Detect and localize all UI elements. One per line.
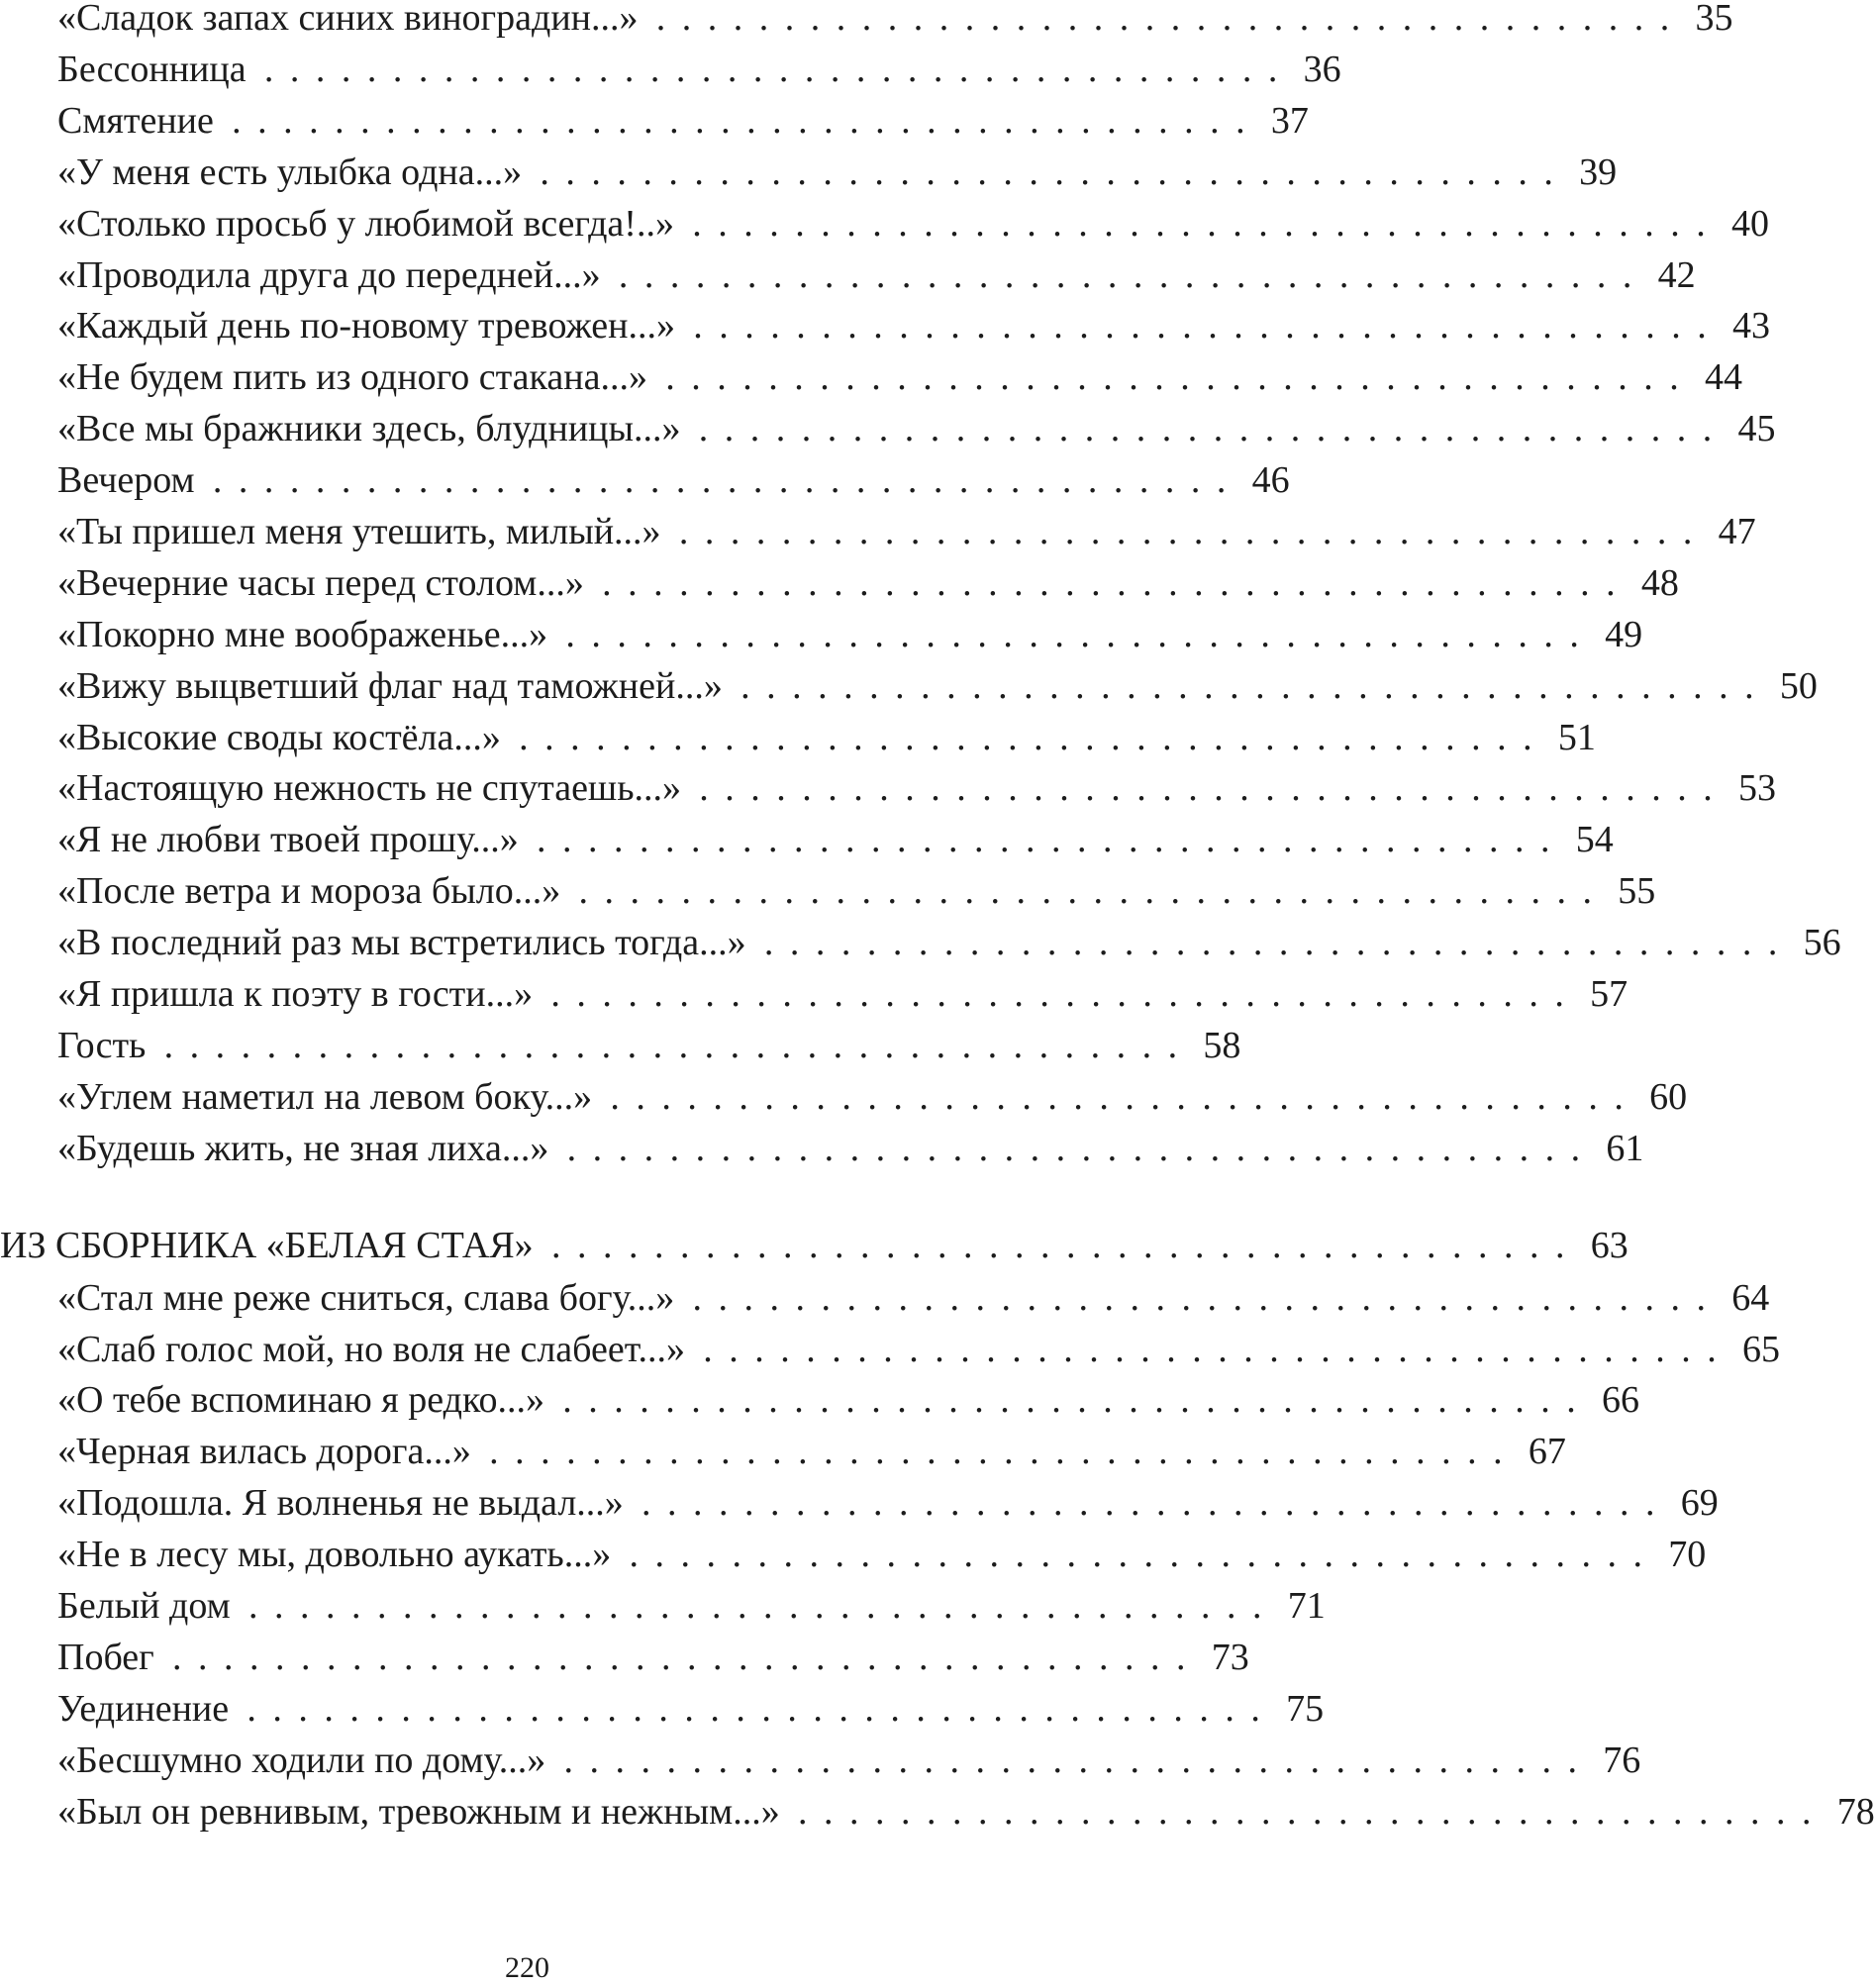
toc-entry-title: «Проводила друга до передней...» [57, 254, 601, 296]
toc-entry [57, 1020, 1241, 1071]
dot-leader: ........................................ [247, 1585, 1262, 1627]
toc-entry-title: Уединение [57, 1688, 230, 1730]
toc-entry-page: 61 [1606, 1128, 1644, 1169]
toc-entry [57, 0, 1733, 44]
toc-entry-title: Смятение [57, 100, 214, 142]
dot-leader: ........................................ [698, 408, 1713, 449]
toc-entry-page: 36 [1303, 49, 1341, 90]
dot-leader: ........................................ [565, 614, 1579, 655]
toc-entry [57, 198, 1769, 249]
toc-entry [57, 712, 1596, 763]
toc-entry-page: 75 [1286, 1688, 1325, 1730]
toc-entry [57, 814, 1614, 865]
dot-leader: ........................................ [163, 1025, 1178, 1066]
toc-entry-title: «Не будем пить из одного стакана...» [57, 356, 647, 398]
toc-entry-title: «Не в лесу мы, довольно аукать...» [57, 1534, 612, 1575]
toc-entry [57, 403, 1776, 454]
toc-entry-page: 65 [1741, 1329, 1780, 1370]
dot-leader: ........................................ [578, 870, 1592, 912]
toc-entry [57, 300, 1770, 351]
toc-entry-title: Белый дом [57, 1585, 231, 1627]
toc-entry-page: 45 [1737, 408, 1776, 449]
dot-leader: ........................................ [699, 767, 1713, 809]
toc-entry [57, 95, 1309, 147]
toc-entry [57, 865, 1656, 917]
toc-entry [57, 1123, 1644, 1174]
toc-entry [57, 917, 1841, 968]
toc-entry-page: 53 [1738, 767, 1777, 809]
toc-entry-title: Бессонница [57, 49, 247, 90]
dot-leader: ........................................ [232, 100, 1245, 142]
dot-leader: ........................................ [519, 717, 1532, 758]
dot-leader: ........................................ [629, 1534, 1643, 1575]
toc-entry [57, 1735, 1641, 1786]
toc-entry-page: 64 [1731, 1277, 1770, 1319]
toc-entry-page: 67 [1528, 1431, 1566, 1472]
toc-entry [57, 1374, 1639, 1426]
toc-entry [57, 147, 1618, 198]
toc-entry-page: 60 [1649, 1076, 1688, 1118]
dot-leader: ........................................ [171, 1637, 1186, 1678]
dot-leader: ........................................ [550, 973, 1564, 1015]
dot-leader: ........................................ [566, 1128, 1581, 1169]
toc-entry-page: 63 [1590, 1225, 1628, 1266]
dot-leader: ........................................ [540, 151, 1553, 193]
dot-leader: ........................................ [692, 203, 1706, 245]
dot-leader: ........................................ [692, 1277, 1707, 1319]
toc-entry [57, 1529, 1707, 1580]
toc-entry-title: «Покорно мне воображенье...» [57, 614, 548, 655]
dot-leader: ........................................ [563, 1740, 1578, 1781]
toc-entry [57, 454, 1290, 506]
toc-entry [57, 660, 1818, 712]
toc-entry-title: «Подошла. Я волненья не выдал...» [57, 1482, 624, 1524]
toc-entry [57, 506, 1756, 557]
toc-entry-title: «Будешь жить, не зная лиха...» [57, 1128, 549, 1169]
toc-entry-page: 47 [1718, 511, 1756, 552]
toc-entry-page: 70 [1668, 1534, 1707, 1575]
toc-entry-title: Побег [57, 1637, 154, 1678]
toc-entry-title: «Ты пришел меня утешить, милый...» [57, 511, 661, 552]
toc-entry [57, 762, 1777, 814]
toc-entry [57, 1426, 1566, 1477]
dot-leader: ........................................ [763, 922, 1778, 963]
toc-entry-page: 71 [1287, 1585, 1326, 1627]
dot-leader: ........................................ [678, 511, 1693, 552]
toc-entry-title: «Сладок запах синих виноградин...» [57, 0, 639, 39]
toc-entry [57, 1786, 1875, 1838]
toc-entry-page: 37 [1270, 100, 1309, 142]
toc-entry-title: «Столько просьб у любимой всегда!..» [57, 203, 674, 245]
dot-leader: ........................................ [618, 254, 1632, 296]
toc-section-heading [0, 1220, 1628, 1271]
toc-entry-title: Гость [57, 1025, 147, 1066]
dot-leader: ........................................ [489, 1431, 1503, 1472]
toc-entry-page: 69 [1680, 1482, 1719, 1524]
toc-entry-title: «Был он ревнивым, тревожным и нежным...» [57, 1791, 780, 1833]
toc-entry-title: «Я не любви твоей прошу...» [57, 819, 519, 860]
dot-leader: ........................................ [703, 1329, 1717, 1370]
toc-entry-page: 57 [1590, 973, 1628, 1015]
dot-leader: ........................................ [610, 1076, 1624, 1118]
toc-entry-page: 39 [1579, 151, 1618, 193]
dot-leader: ........................................ [537, 819, 1550, 860]
toc-entry-title: «Настоящую нежность не спутаешь...» [57, 767, 682, 809]
dot-leader: ........................................ [550, 1225, 1565, 1266]
page-number: 220 [505, 1951, 549, 1984]
toc-entry-page: 66 [1602, 1379, 1639, 1421]
dot-leader: ........................................ [641, 1482, 1655, 1524]
toc-entry-title: «Высокие своды костёла...» [57, 717, 501, 758]
dot-leader: ........................................ [665, 356, 1679, 398]
toc-entry [57, 968, 1628, 1020]
toc-entry [57, 249, 1696, 301]
toc-entry-title: «У меня есть улыбка одна...» [57, 151, 523, 193]
toc-entry [57, 44, 1341, 95]
dot-leader: ........................................ [263, 49, 1278, 90]
dot-leader: ........................................ [693, 305, 1707, 347]
toc-entry-title: ИЗ СБОРНИКА «БЕЛАЯ СТАЯ» [0, 1225, 534, 1266]
toc-entry-title: «Я пришла к поэту в гости...» [57, 973, 534, 1015]
toc-entry-page: 78 [1836, 1791, 1875, 1833]
toc-entry-title: «Каждый день по-новому тревожен...» [57, 305, 675, 347]
toc-entry-page: 49 [1605, 614, 1643, 655]
toc-entry-title: «Бесшумно ходили по дому...» [57, 1740, 546, 1781]
toc-entry-title: «В последний раз мы встретились тогда...» [57, 922, 746, 963]
toc-entry-title: Вечером [57, 459, 195, 501]
dot-leader: ........................................ [247, 1688, 1260, 1730]
toc-entry-page: 50 [1779, 665, 1818, 707]
toc-entry [57, 557, 1679, 609]
toc-entry-title: «Черная вилась дорога...» [57, 1431, 471, 1472]
toc-entry-page: 40 [1730, 203, 1769, 245]
toc-entry [57, 351, 1742, 403]
dot-leader: ........................................ [740, 665, 1754, 707]
toc-entry-page: 46 [1251, 459, 1290, 501]
toc-entry [57, 1071, 1688, 1123]
toc-entry [57, 1683, 1325, 1735]
toc-entry [57, 609, 1643, 660]
toc-entry-title: «Стал мне реже сниться, слава богу...» [57, 1277, 675, 1319]
toc-entry-page: 43 [1732, 305, 1770, 347]
toc-entry-page: 76 [1603, 1740, 1641, 1781]
toc-entry [57, 1632, 1249, 1683]
toc-entry-page: 58 [1203, 1025, 1241, 1066]
toc-entry-page: 44 [1704, 356, 1742, 398]
toc-entry-page: 55 [1618, 870, 1656, 912]
toc-entry [57, 1324, 1780, 1375]
toc-entry-page: 73 [1211, 1637, 1249, 1678]
toc-entry-title: «О тебе вспоминаю я редко...» [57, 1379, 544, 1421]
dot-leader: ........................................ [655, 0, 1670, 39]
toc-entry-page: 48 [1640, 562, 1679, 604]
toc-entry-title: «Углем наметил на левом боку...» [57, 1076, 593, 1118]
toc-entry-title: «Слаб голос мой, но воля не слабеет...» [57, 1329, 685, 1370]
dot-leader: ........................................ [562, 1379, 1576, 1421]
toc-entry [57, 1477, 1719, 1529]
dot-leader: ........................................ [212, 459, 1227, 501]
toc-entry-page: 56 [1803, 922, 1841, 963]
toc-entry [57, 1580, 1326, 1632]
toc-entry-page: 42 [1657, 254, 1696, 296]
toc-entry-page: 35 [1695, 0, 1733, 39]
toc-entry [57, 1272, 1770, 1324]
toc-entry-page: 54 [1575, 819, 1614, 860]
toc-entry-title: «После ветра и мороза было...» [57, 870, 561, 912]
dot-leader: ........................................ [797, 1791, 1812, 1833]
toc-entry-page: 51 [1557, 717, 1596, 758]
toc-entry-title: «Вечерние часы перед столом...» [57, 562, 584, 604]
toc-entry-title: «Вижу выцветший флаг над таможней...» [57, 665, 723, 707]
dot-leader: ........................................ [602, 562, 1616, 604]
toc-entry-title: «Все мы бражники здесь, блудницы...» [57, 408, 681, 449]
